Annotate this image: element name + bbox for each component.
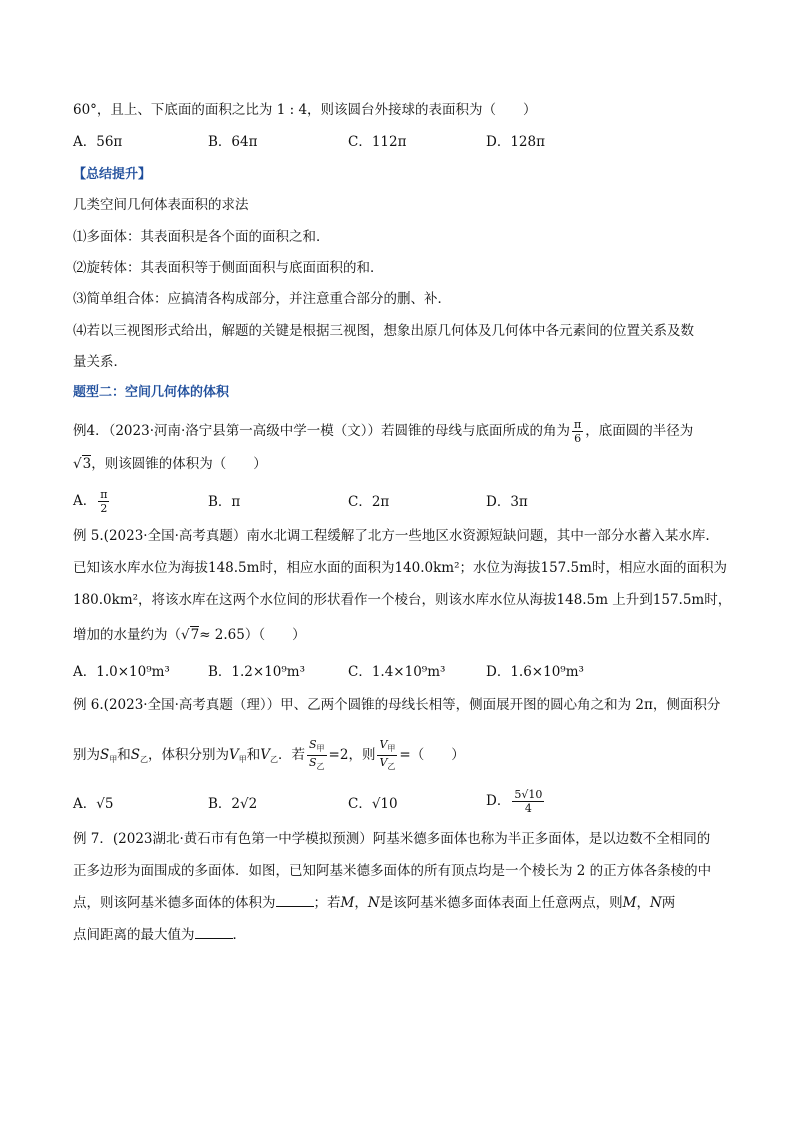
v-jia-sub: 甲 [238,755,247,764]
comma-2: ， [636,895,650,911]
example-7-text-a: 点，则该阿基米德多面体的体积为 [73,895,276,911]
summary-item-2: ⑵旋转体：其表面积等于侧面面积与底面面积的和． [73,260,384,276]
summary-title: 几类空间几何体表面积的求法 [73,197,249,213]
example-5-line2: 已知该水库水位为海拔148.5m时，相应水面的面积为140.0km²；水位为海拔157.5m时，相应水面的面积为 [73,560,727,576]
example-7-line3 [73,894,675,912]
option-d-numerator: 5√10 [514,788,543,801]
example-7-line2: 正多边形为面围成的多面体．如图，已知阿基米德多面体的所有顶点均是一个棱长为 2 的正方体各条棱的中 [73,863,712,879]
option-c: C．112π [348,134,407,150]
example-6-line1: 例 6.(2023·全国·高考真题（理））甲、乙两个圆锥的母线长相等，侧面展开图的圆心角之和为 2π，侧面积分 [73,697,721,713]
v-ratio-fraction [377,738,397,773]
section-title: 题型二：空间几何体的体积 [73,385,230,400]
radius-value: 3 [82,456,92,472]
v-ratio-den-v: V [379,756,388,769]
example-4-option-d: D．3π [486,494,528,510]
option-d-fraction [512,788,544,815]
example-5-line3: 180.0km²，将该水库在这两个水位间的形状看作一个棱台，则该水库水位从海拔148.5m 上升到157.5m时， [73,592,732,608]
s-ratio-num-s: S [309,738,317,751]
answer-blank-1 [276,894,314,907]
example-7-line1: 例 7．(2023湖北·黄石市有色第一中学模拟预测）阿基米德多面体也称为半正多面体，是以边数不全相同的 [73,831,711,847]
example-4-text-a: 例4．（2023·河南·洛宁县第一高级中学一模（文））若圆锥的母线与底面所成的角为 [73,423,571,439]
v-yi-sub: 乙 [270,755,278,764]
point-n: N [367,895,380,911]
s-jia: S [100,747,110,763]
v-ratio-num-v: V [379,738,388,751]
s-ratio-fraction [307,738,327,773]
v-ratio-den-sub: 乙 [387,762,396,771]
option-a-label: A． [73,493,97,509]
v-jia: V [229,747,239,763]
option-d-label: D． [486,793,511,809]
s-ratio-den-s: S [309,756,317,769]
v-ratio-den [377,756,397,773]
example-6-text-d: =（ ） [399,747,465,763]
option-a-denominator: 2 [100,502,108,515]
example-5-line1: 例 5.(2023·全国·高考真题）南水北调工程缓解了北方一些地区水资源短缺问题，其中一部分水蓄入某水库. [73,528,710,544]
point-n-2: N [649,895,662,911]
s-ratio-num-sub: 甲 [316,744,325,753]
example-4-text-c: ，则该圆锥的体积为（ ） [91,456,267,472]
example-5-option-d: D．1.6×10⁹m³ [486,664,584,680]
option-a-numerator: π [100,488,108,501]
example-7-text-f: ． [232,927,246,943]
example-6-option-c: C．√10 [348,796,398,812]
and-1: 和 [117,747,131,763]
summary-item-4-line2: 量关系． [73,354,127,370]
question-stem-tail: 60°，且上、下底面的面积之比为 1 : 4，则该圆台外接球的表面积为（ ） [73,102,537,118]
example-7-text-e: 点间距离的最大值为 [73,927,195,943]
s-yi: S [130,747,140,763]
s-ratio-num [307,738,327,756]
v-ratio-num [377,738,397,756]
example-6-text-b: ，体积分别为 [148,747,229,763]
s-ratio-den [307,756,327,773]
option-d: D．128π [486,134,545,150]
example-7-text-b: ；若 [313,895,341,911]
radical-sign: √ [181,627,190,643]
example-7-text-c: 是该阿基米德多面体表面上任意两点，则 [379,895,623,911]
angle-numerator: π [574,418,582,431]
example-4-text-b: ，底面圆的半径为 [585,423,694,439]
angle-denominator: 6 [574,432,582,445]
example-6-option-b: B．2√2 [208,796,258,812]
example-5-line4 [73,626,306,644]
example-7-text-d: 两 [661,895,676,911]
example-6-text-c: ．若 [278,747,305,763]
example-6-option-a: A．√5 [73,796,114,812]
s-jia-sub: 甲 [109,755,118,764]
example-5-text-a: 增加的水量约为（ [73,627,181,643]
summary-header: 【总结提升】 [73,167,152,182]
option-a-fraction [98,488,109,515]
example-4-option-b: B．π [208,494,241,510]
example-4-line2 [73,455,267,473]
radical-sign: √ [73,456,82,472]
s-ratio-den-sub: 乙 [316,762,325,771]
summary-item-1: ⑴多面体：其表面积是各个面的面积之和． [73,229,330,245]
example-5-option-a: A．1.0×10⁹m³ [73,664,170,680]
example-5-text-b: ≈ 2.65）（ ） [199,627,306,643]
option-a: A．56π [73,134,123,150]
example-4-line1 [73,418,693,445]
angle-fraction [572,418,583,445]
v-yi: V [260,747,270,763]
option-b: B．64π [208,134,258,150]
option-d-denominator: 4 [524,802,532,815]
example-6-line2 [73,738,465,773]
example-4-option-c: C．2π [348,494,390,510]
example-6-text-a: 别为 [73,747,100,763]
example-6-option-d [486,788,546,815]
point-m: M [340,895,355,911]
example-5-option-b: B．1.2×10⁹m³ [208,664,306,680]
and-2: 和 [246,747,261,763]
sqrt-7: 7 [190,627,200,643]
comma-1: ， [354,895,368,911]
example-4-option-a [73,488,111,515]
example-5-option-c: C．1.4×10⁹m³ [348,664,446,680]
answer-blank-2 [195,926,233,939]
v-ratio-num-sub: 甲 [387,744,396,753]
summary-item-3: ⑶简单组合体：应搞清各构成部分，并注意重合部分的删、补． [73,291,451,307]
summary-item-4-line1: ⑷若以三视图形式给出，解题的关键是根据三视图，想象出原几何体及几何体中各元素间的位置关系及数 [73,323,694,339]
ratio-value: =2，则 [328,747,376,763]
s-yi-sub: 乙 [140,755,148,764]
point-m-2: M [622,895,637,911]
example-7-line4 [73,926,246,944]
